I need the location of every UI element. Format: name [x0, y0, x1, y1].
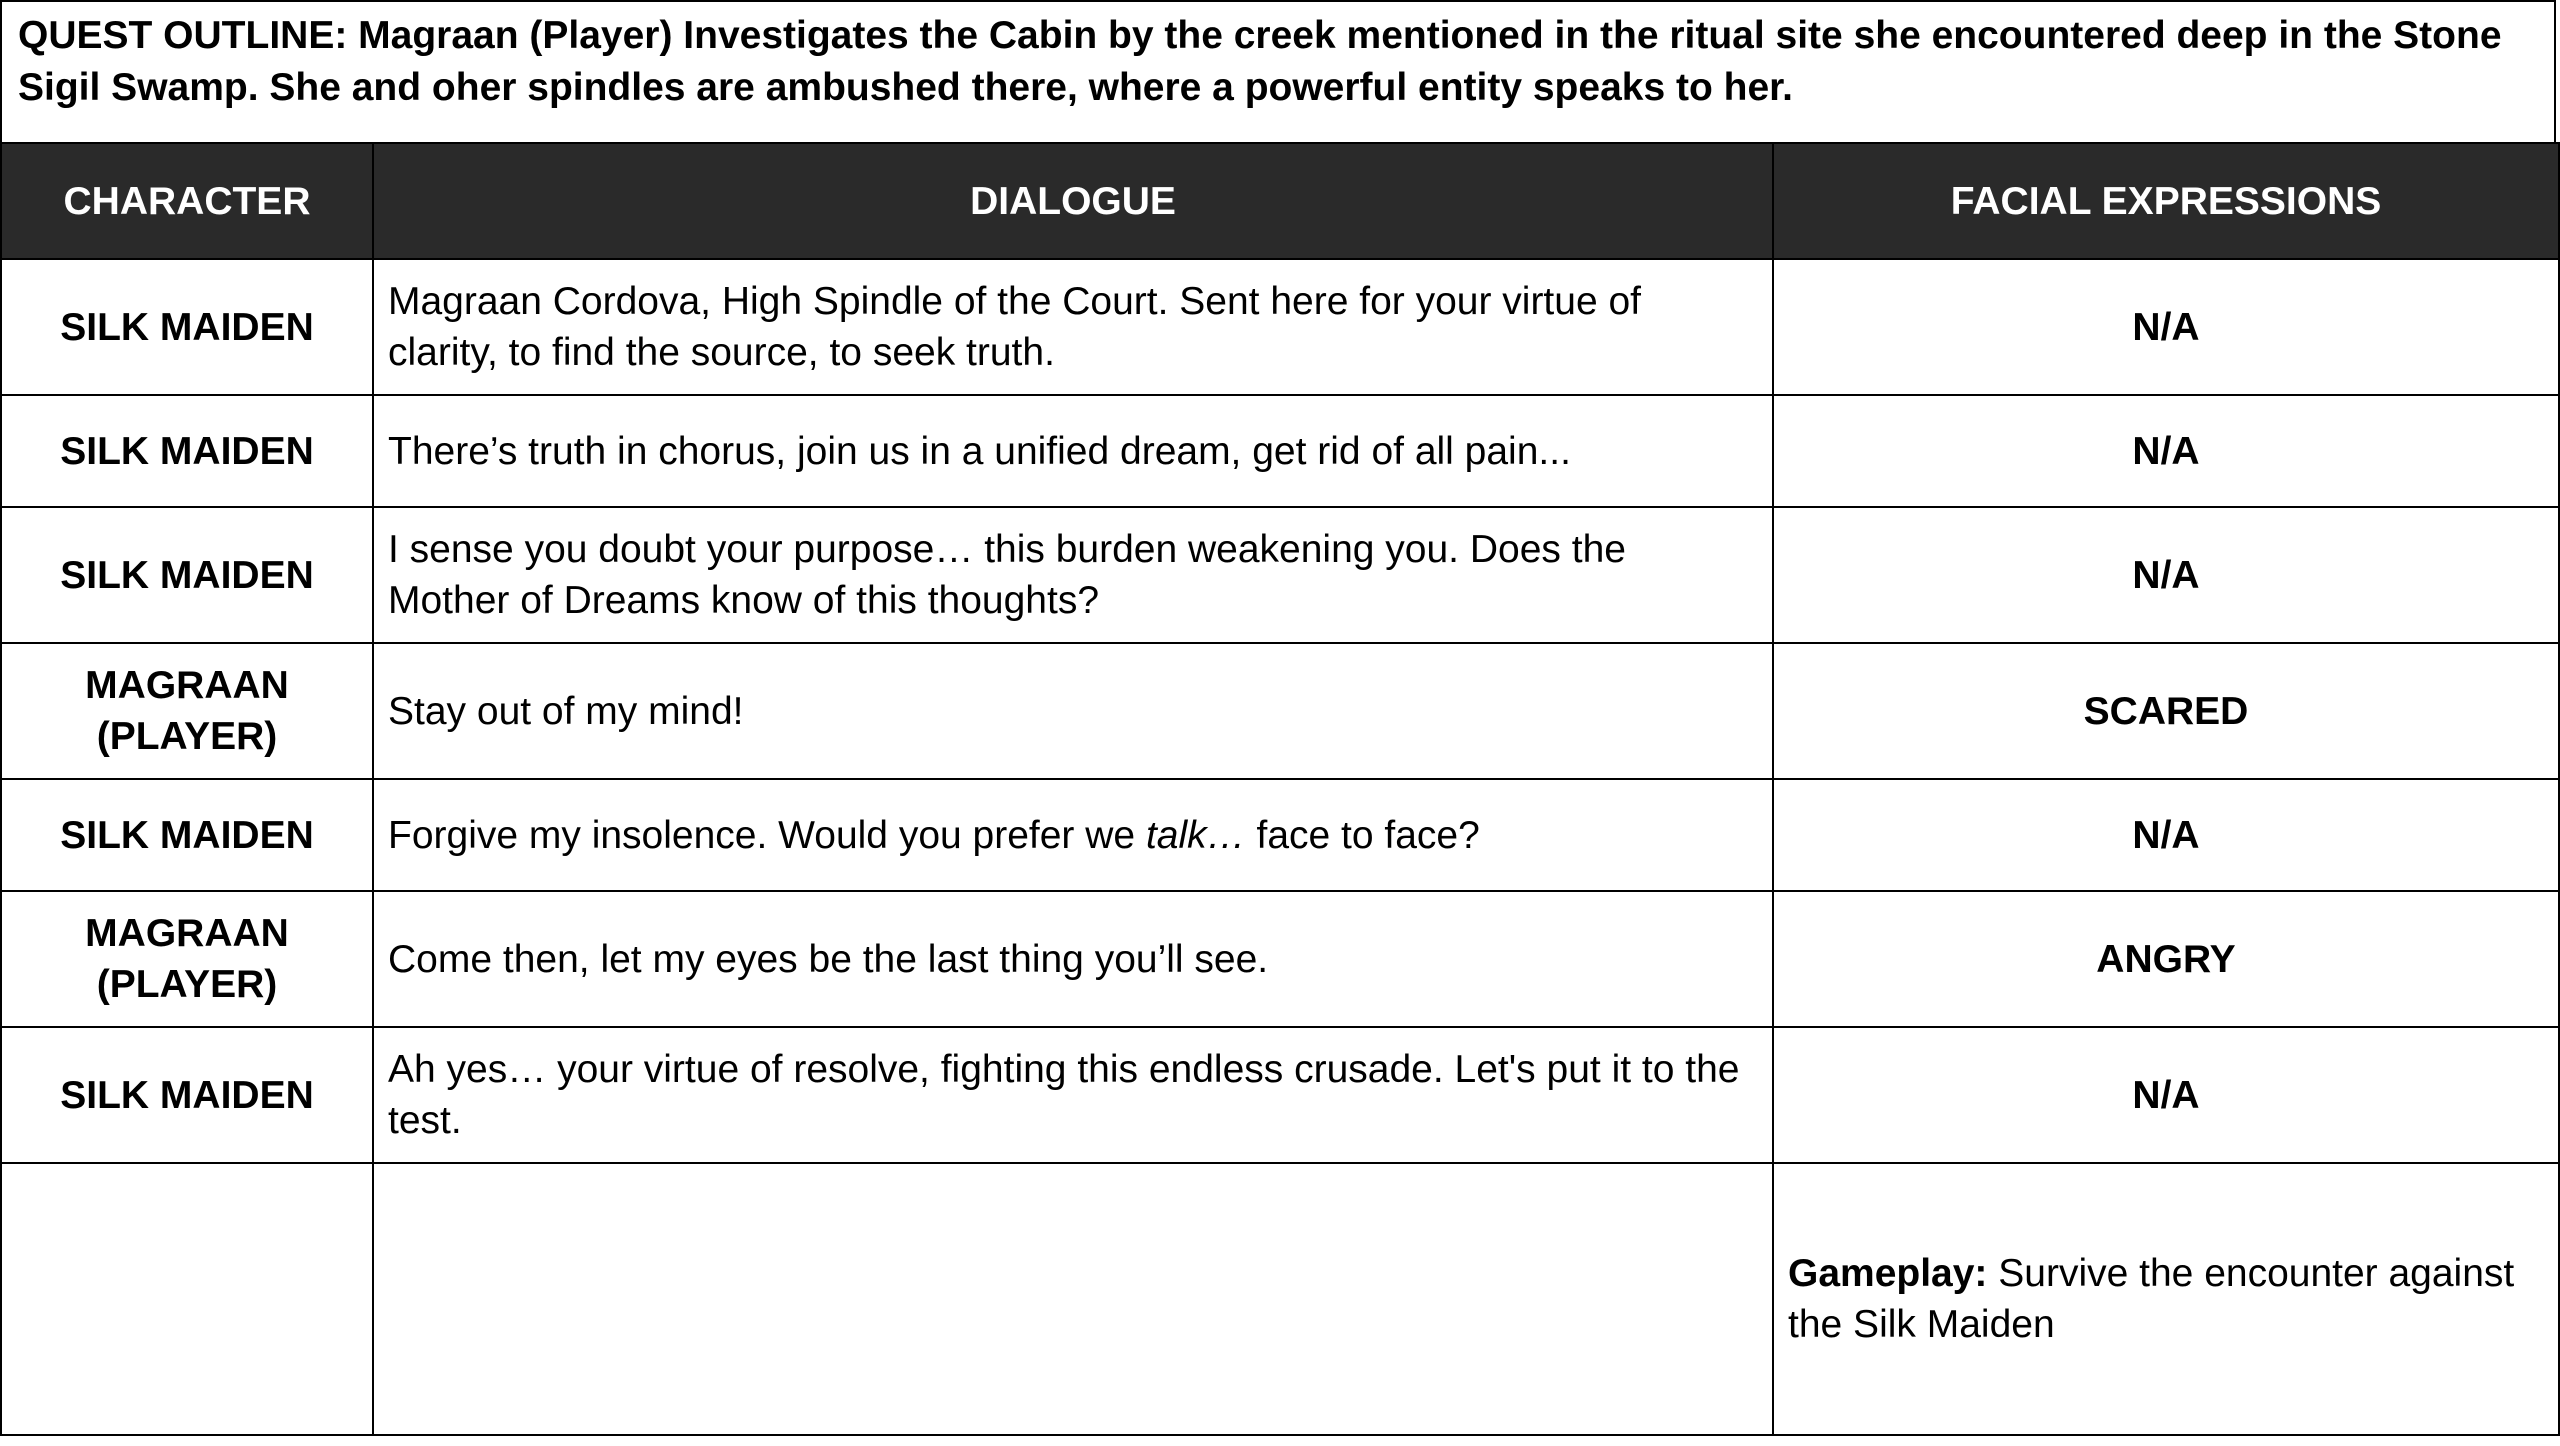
table-row	[1, 259, 2559, 395]
gameplay-label: Gameplay:	[1788, 1252, 1988, 1295]
table-header-row	[1, 143, 2559, 259]
header-character: CHARACTER	[1, 143, 373, 259]
dialogue-cell	[373, 1163, 1773, 1435]
character-cell: SILK MAIDEN	[1, 395, 373, 507]
character-cell: SILK MAIDEN	[1, 507, 373, 643]
dialogue-cell: Come then, let my eyes be the last thing you’ll see.	[373, 891, 1773, 1027]
table-row	[1, 395, 2559, 507]
quest-outline: QUEST OUTLINE: Magraan (Player) Investigates the Cabin by the creek mentioned in the ritual site she encountered deep in the Stone Sigil Swamp. She and oher spindles are ambushed there, where a powerful entity speaks to her.	[0, 0, 2556, 144]
table-row	[1, 507, 2559, 643]
character-cell: SILK MAIDEN	[1, 259, 373, 395]
table-row	[1, 891, 2559, 1027]
dialogue-text: Forgive my insolence. Would you prefer we	[388, 813, 1146, 857]
facial-expression-cell: N/A	[1773, 1027, 2559, 1163]
table-row	[1, 1027, 2559, 1163]
gameplay-text: Survive the encounter against the Silk Maiden	[1788, 1252, 2515, 1346]
dialogue-cell: There’s truth in chorus, join us in a unified dream, get rid of all pain...	[373, 395, 1773, 507]
dialogue-italic-text: talk…	[1145, 813, 1246, 857]
character-cell	[1, 1163, 373, 1435]
header-facial-expressions: FACIAL EXPRESSIONS	[1773, 143, 2559, 259]
facial-expression-cell: ANGRY	[1773, 891, 2559, 1027]
facial-expression-cell: N/A	[1773, 395, 2559, 507]
character-cell: MAGRAAN (PLAYER)	[1, 643, 373, 779]
facial-expression-cell: N/A	[1773, 507, 2559, 643]
character-cell: SILK MAIDEN	[1, 779, 373, 891]
gameplay-cell	[1773, 1163, 2559, 1435]
table-row	[1, 779, 2559, 891]
facial-expression-cell: SCARED	[1773, 643, 2559, 779]
dialogue-table	[0, 142, 2560, 1436]
dialogue-cell: Magraan Cordova, High Spindle of the Court. Sent here for your virtue of clarity, to find the source, to seek truth.	[373, 259, 1773, 395]
table-row	[1, 643, 2559, 779]
table-row	[1, 1163, 2559, 1435]
facial-expression-cell: N/A	[1773, 259, 2559, 395]
dialogue-cell: I sense you doubt your purpose… this burden weakening you. Does the Mother of Dreams know of this thoughts?	[373, 507, 1773, 643]
dialogue-cell	[373, 779, 1773, 891]
character-cell: SILK MAIDEN	[1, 1027, 373, 1163]
dialogue-cell: Stay out of my mind!	[373, 643, 1773, 779]
facial-expression-cell: N/A	[1773, 779, 2559, 891]
dialogue-cell: Ah yes… your virtue of resolve, fighting this endless crusade. Let's put it to the test.	[373, 1027, 1773, 1163]
dialogue-text: face to face?	[1245, 813, 1480, 857]
character-cell: MAGRAAN (PLAYER)	[1, 891, 373, 1027]
header-dialogue: DIALOGUE	[373, 143, 1773, 259]
